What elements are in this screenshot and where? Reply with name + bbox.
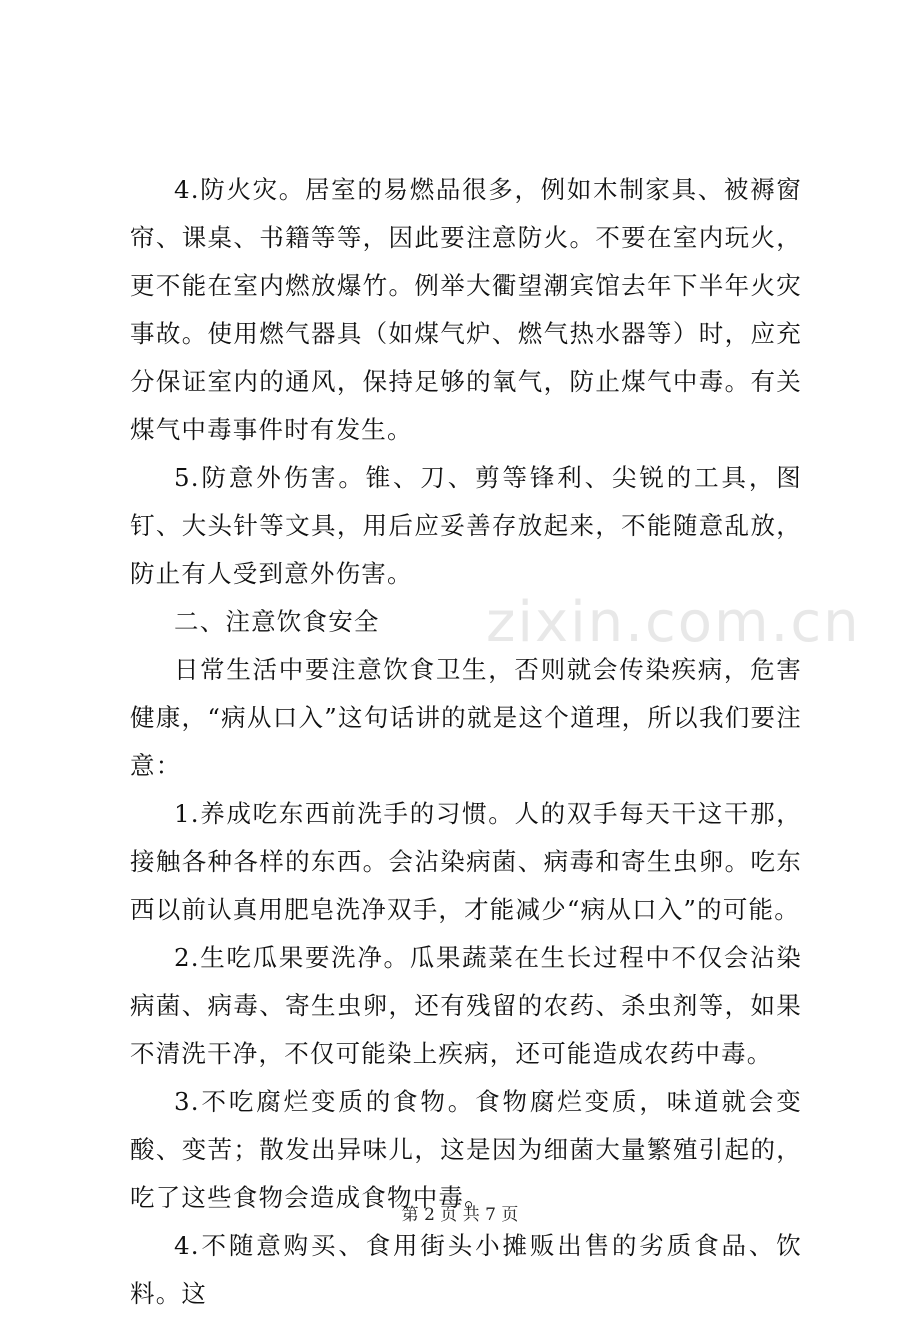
- paragraph-spoiled-food: 3.不吃腐烂变质的食物。食物腐烂变质，味道就会变酸、变苦；散发出异味儿，这是因为细菌大量繁殖引起的，吃了这些食物会造成食物中毒。: [130, 1087, 802, 1212]
- paragraph-accident-prevention: 5.防意外伤害。锥、刀、剪等锋利、尖锐的工具，图钉、大头针等文具，用后应妥善存放起来，不能随意乱放，防止有人受到意外伤害。: [130, 463, 802, 588]
- page-footer: 第 2 页 共 7 页: [401, 1205, 519, 1225]
- paragraph-street-food: 4.不随意购买、食用街头小摊贩出售的劣质食品、饮料。这: [130, 1231, 802, 1308]
- watermark: zixin.com.cn: [486, 590, 861, 655]
- section-heading-food-safety: 二、注意饮食安全: [174, 607, 380, 636]
- document-body: [130, 166, 802, 1318]
- paragraph-wash-hands: 1.养成吃东西前洗手的习惯。人的双手每天干这干那，接触各种各样的东西。会沾染病菌、病毒和寄生虫卵。吃东西以前认真用肥皂洗净双手，才能减少“病从口入”的可能。: [130, 799, 802, 924]
- paragraph-food-hygiene-intro: 日常生活中要注意饮食卫生，否则就会传染疾病，危害健康，“病从口入”这句话讲的就是这个道理，所以我们要注意：: [130, 655, 802, 780]
- paragraph-fire-prevention: 4.防火灾。居室的易燃品很多，例如木制家具、被褥窗帘、课桌、书籍等等，因此要注意防火。不要在室内玩火，更不能在室内燃放爆竹。例举大衢望潮宾馆去年下半年火灾事故。使用燃气器具（如煤气炉、燃气热水器等）时，应充分保证室内的通风，保持足够的氧气，防止煤气中毒。有关煤气中毒事件时有发生。: [130, 175, 802, 444]
- paragraph-wash-fruit: 2.生吃瓜果要洗净。瓜果蔬菜在生长过程中不仅会沾染病菌、病毒、寄生虫卵，还有残留的农药、杀虫剂等，如果不清洗干净，不仅可能染上疾病，还可能造成农药中毒。: [130, 943, 802, 1068]
